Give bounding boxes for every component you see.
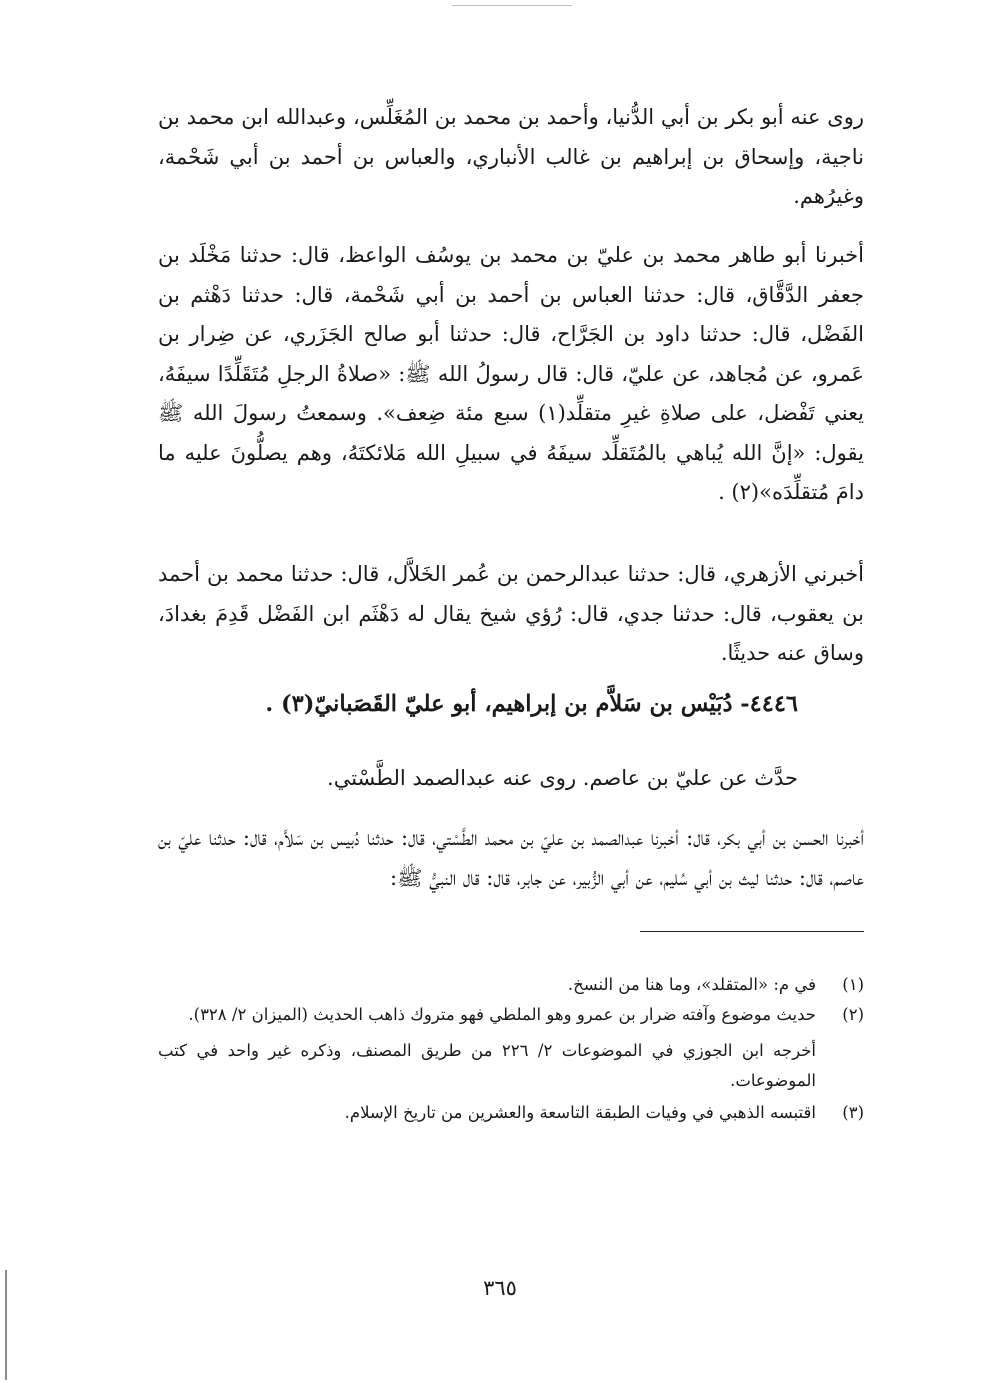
footnote-3 (158, 1098, 864, 1128)
paragraph-hadith-isnad: أخبرنا أبو طاهر محمد بن عليّ بن محمد بن يوسُف الواعظ، قال: حدثنا مَخْلَد بن جعفر الدَّقَّاق، قال: حدثنا العباس بن أحمد بن أبي شَحْمة، قال: حدثنا دَهْثم بن الفَضْل، قال: حدثنا داود بن الجَرَّاح، قال: حدثنا أبو صالح الجَزَري، عن ضِرار بن عَمرو، عن مُجاهد، عن عليّ، قال: قال رسولُ الله ﷺ: «صلاةُ الرجلِ مُتَقَلِّدًا سيفَهُ، يعني تَفْضل، على صلاةِ غيرِ متقلِّد(١) سبع مئة ضِعف». وسمعتُ رسولَ الله ﷺ يقول: «إنَّ الله يُباهي بالمُتَقلِّد سيفَهُ في سبيلِ الله مَلائكتَهُ، وهم يصلُّونَ عليه ما دامَ مُتقلِّدَه»(٢) . (158, 243, 865, 504)
entry-paragraph-intro: حدَّث عن عليّ بن عاصم. روى عنه عبدالصمد الطَّسْتي. (327, 766, 798, 790)
footnote-text: اقتبسه الذهبي في وفيات الطبقة التاسعة والعشرين من تاريخ الإسلام. (344, 1103, 816, 1122)
scan-edge-mark (5, 1270, 7, 1380)
entry-paragraph-isnad: أخبرنا الحسن بن أبي بكر، قال: أخبرنا عبدالصمد بن عليّ بن محمد الطَّسْتي، قال: حدثنا دُبيس بن سَلاَّم، قال: حدثنا عليّ بن عاصم، قال: حدثنا ليث بن أبي سُليم، عن أبي الزُّبير، عن جابر، قال: قال النبيُّ ﷺ: (158, 826, 864, 890)
footnotes (158, 970, 864, 1128)
footnote-2 (158, 1000, 864, 1030)
footnote-number: (١) (842, 975, 864, 994)
page-number: ٣٦٥ (483, 1276, 517, 1300)
footnote-2-continuation: أخرجه ابن الجوزي في الموضوعات ٢/ ٢٢٦ من طريق المصنف، وذكره غير واحد في كتب الموضوعات. (158, 1041, 816, 1090)
paragraph-azhari-report: أخبرني الأزهري، قال: حدثنا عبدالرحمن بن عُمر الخَلاَّل، قال: حدثنا محمد بن أحمد بن يعقوب، قال: حدثنا جدي، قال: رُؤي شيخ يقال له دَهْثَم ابن الفَضْل قَدِمَ بغدادَ، وساق عنه حديثًا. (158, 562, 864, 665)
footnote-number: (٣) (842, 1103, 864, 1122)
footnote-1 (158, 970, 864, 1000)
entry-heading: ٤٤٤٦- دُبَيْس بن سَلاَّم بن إبراهيم، أبو عليّ القَصَبانيّ(٣) . (265, 691, 798, 717)
footnote-text: في م: «المتقلد»، وما هنا من النسخ. (567, 975, 816, 994)
footnote-text: حديث موضوع وآفته ضرار بن عمرو وهو الملطي فهو متروك ذاهب الحديث (الميزان ٢/ ٣٢٨). (188, 1005, 816, 1024)
footnote-separator (640, 931, 864, 932)
scan-top-mark (452, 5, 572, 6)
paragraph-narrators: روى عنه أبو بكر بن أبي الدُّنيا، وأحمد بن محمد بن المُغَلِّس، وعبدالله ابن محمد بن ناجية، وإسحاق بن إبراهيم بن غالب الأنباري، والعباس بن أحمد بن أبي شَحْمة، وغيرُهم. (158, 105, 864, 208)
footnote-number: (٢) (842, 1005, 864, 1024)
